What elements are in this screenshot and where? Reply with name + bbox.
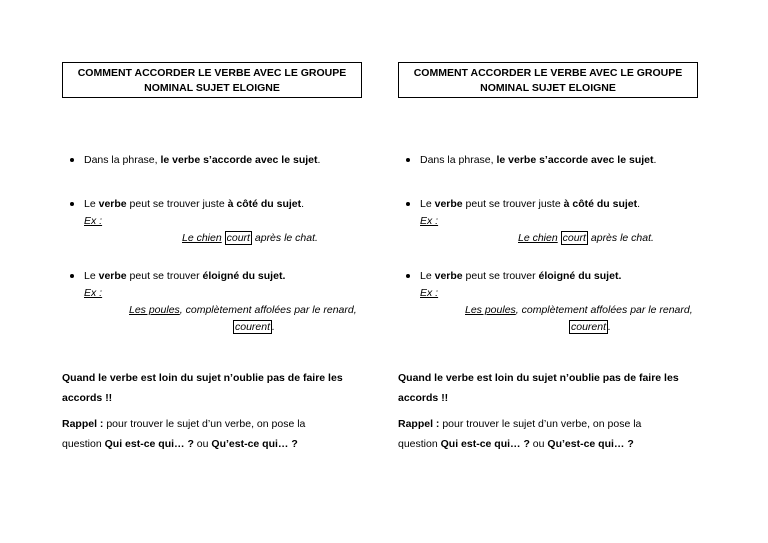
example-verb-line bbox=[233, 319, 357, 336]
text: après le chat. bbox=[587, 232, 654, 244]
text: question bbox=[62, 438, 105, 450]
bold-text: Qu’est-ce qui… ? bbox=[547, 438, 634, 450]
title-box bbox=[62, 62, 362, 98]
verb-box: court bbox=[226, 232, 250, 244]
text: peut se trouver bbox=[462, 270, 539, 282]
text: , complètement affolées par le renard, bbox=[179, 304, 357, 316]
example-label: Ex : bbox=[420, 287, 439, 299]
example-sentence bbox=[518, 230, 654, 247]
text: peut se trouver juste bbox=[126, 198, 228, 210]
reminder-question bbox=[62, 414, 362, 454]
example-sentence bbox=[129, 302, 357, 319]
text: Dans la phrase, bbox=[420, 154, 497, 166]
bold-text: le verbe s’accorde avec le sujet bbox=[496, 154, 654, 166]
title-box bbox=[398, 62, 698, 98]
text: Le bbox=[420, 198, 435, 210]
verb-box: courent bbox=[571, 321, 607, 333]
text: . bbox=[317, 154, 321, 166]
text: . bbox=[301, 198, 305, 210]
bold-text: le verbe s’accorde avec le sujet bbox=[160, 154, 318, 166]
bullet-dot-icon bbox=[70, 202, 74, 206]
bullet-dot-icon bbox=[406, 158, 410, 162]
bullet-rule bbox=[420, 152, 656, 169]
title-line-1: COMMENT ACCORDER LE VERBE AVEC LE GROUPE bbox=[413, 67, 683, 79]
example-label: Ex : bbox=[420, 215, 439, 227]
bold-text: Rappel : bbox=[398, 418, 440, 430]
text: ou bbox=[193, 438, 212, 450]
bold-text: verbe bbox=[434, 198, 463, 210]
bold-text: à côté du sujet bbox=[563, 198, 638, 210]
text: . bbox=[608, 321, 611, 333]
verb-box: court bbox=[562, 232, 586, 244]
bullet-rule bbox=[84, 152, 320, 169]
text: pour trouver le sujet d’un verbe, on pose la bbox=[103, 418, 306, 430]
text: , complètement affolées par le renard, bbox=[515, 304, 693, 316]
text: Quand le verbe est loin du sujet n’oublie pas de faire les bbox=[398, 372, 679, 384]
example-verb-line bbox=[569, 319, 693, 336]
text: Le bbox=[84, 198, 99, 210]
card-left bbox=[62, 0, 362, 543]
reminder-warning bbox=[398, 368, 698, 408]
bold-text: verbe bbox=[98, 198, 127, 210]
text: Quand le verbe est loin du sujet n’oublie pas de faire les bbox=[62, 372, 343, 384]
bullet-dot-icon bbox=[406, 274, 410, 278]
reminder-warning bbox=[62, 368, 362, 408]
bullet-dot-icon bbox=[70, 274, 74, 278]
title-line-2: NOMINAL SUJET ELOIGNE bbox=[144, 82, 280, 94]
text: après le chat. bbox=[251, 232, 318, 244]
text: accords !! bbox=[398, 392, 449, 404]
bullet-far bbox=[84, 268, 357, 336]
reminder-question bbox=[398, 414, 698, 454]
verb-box: courent bbox=[235, 321, 271, 333]
bold-text: Rappel : bbox=[62, 418, 104, 430]
subject: Les poules bbox=[465, 304, 516, 316]
bold-text: verbe bbox=[98, 270, 127, 282]
bold-text: éloigné du sujet. bbox=[538, 270, 622, 282]
bullet-dot-icon bbox=[70, 158, 74, 162]
text: Le bbox=[84, 270, 99, 282]
bold-text: verbe bbox=[434, 270, 463, 282]
bold-text: Qu’est-ce qui… ? bbox=[211, 438, 298, 450]
text: . bbox=[272, 321, 275, 333]
example-sentence bbox=[465, 302, 693, 319]
bullet-near bbox=[84, 196, 318, 247]
text: . bbox=[653, 154, 657, 166]
bold-text: Qui est-ce qui… ? bbox=[104, 438, 194, 450]
text: Dans la phrase, bbox=[84, 154, 161, 166]
bold-text: à côté du sujet bbox=[227, 198, 302, 210]
bullet-far bbox=[420, 268, 693, 336]
text: accords !! bbox=[62, 392, 113, 404]
text: ou bbox=[529, 438, 548, 450]
text: . bbox=[637, 198, 641, 210]
text: question bbox=[398, 438, 441, 450]
bold-text: Qui est-ce qui… ? bbox=[440, 438, 530, 450]
bold-text: éloigné du sujet. bbox=[202, 270, 286, 282]
bullet-dot-icon bbox=[406, 202, 410, 206]
bullet-near bbox=[420, 196, 654, 247]
subject: Le chien bbox=[182, 232, 222, 244]
text: peut se trouver bbox=[126, 270, 203, 282]
example-label: Ex : bbox=[84, 287, 103, 299]
example-sentence bbox=[182, 230, 318, 247]
text: peut se trouver juste bbox=[462, 198, 564, 210]
subject: Les poules bbox=[129, 304, 180, 316]
example-label: Ex : bbox=[84, 215, 103, 227]
title-line-2: NOMINAL SUJET ELOIGNE bbox=[480, 82, 616, 94]
card-right bbox=[398, 0, 698, 543]
title-line-1: COMMENT ACCORDER LE VERBE AVEC LE GROUPE bbox=[77, 67, 347, 79]
text: pour trouver le sujet d’un verbe, on pose la bbox=[439, 418, 642, 430]
text: Le bbox=[420, 270, 435, 282]
subject: Le chien bbox=[518, 232, 558, 244]
